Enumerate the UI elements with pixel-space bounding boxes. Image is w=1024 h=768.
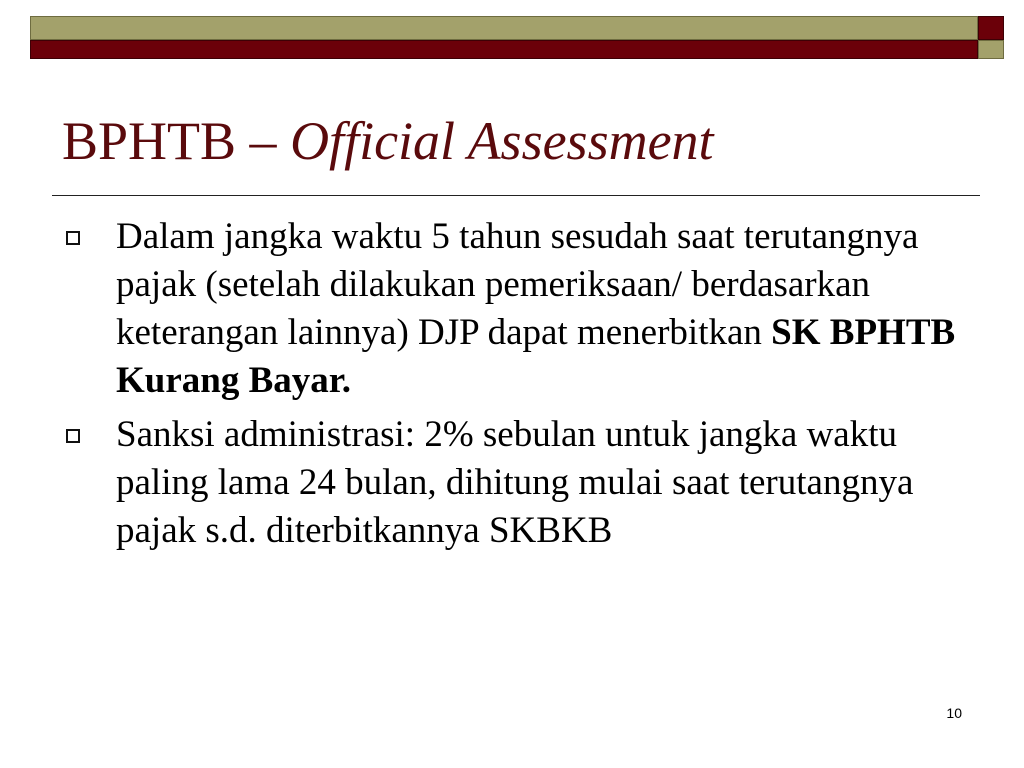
bullet-bold-text: SK BPHTB Kurang Bayar. <box>116 312 956 401</box>
header-red-bar <box>30 40 978 59</box>
header-olive-bar <box>30 16 978 40</box>
hollow-square-icon <box>66 231 80 245</box>
page-number: 10 <box>946 705 962 721</box>
bullet-item <box>60 411 970 555</box>
bullet-list <box>60 213 970 561</box>
slide-title-italic: Official Assessment <box>290 111 714 171</box>
hollow-square-icon <box>66 429 80 443</box>
header-corner-red-square <box>978 16 1004 40</box>
bullet-text: Sanksi administrasi: 2% sebulan untuk jangka waktu paling lama 24 bulan, dihitung mulai saat terutangnya pajak s.d. diterbitkannya SKBKB <box>116 414 914 551</box>
bullet-item <box>60 213 970 405</box>
title-divider <box>52 195 980 196</box>
slide-title-main: BPHTB – <box>62 111 291 171</box>
header-corner-olive-square <box>978 40 1004 59</box>
slide-title <box>62 112 714 171</box>
bullet-text: Dalam jangka waktu 5 tahun sesudah saat terutangnya pajak (setelah dilakukan pemeriksaan/ berdasarkan keterangan lainnya) DJP dapat menerbitkan <box>116 216 919 353</box>
